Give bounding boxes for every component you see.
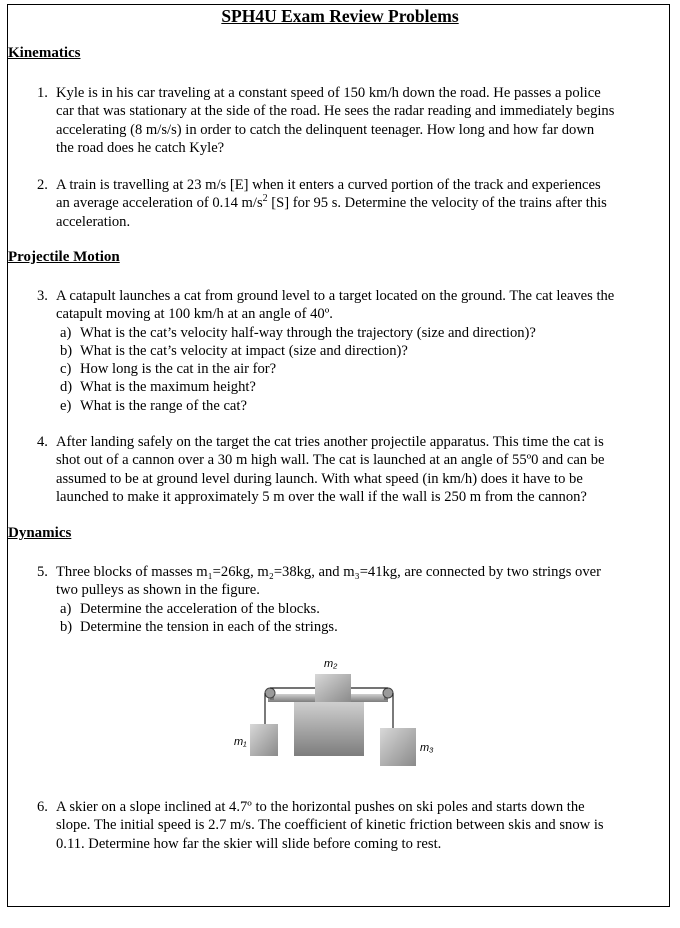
q2-line bbox=[56, 194, 668, 212]
q5-part-a: a) Determine the acceleration of the blocks. bbox=[60, 600, 320, 617]
q5-text bbox=[56, 563, 668, 636]
q4-line: After landing safely on the target the cat tries another projectile apparatus. This time the cat is bbox=[56, 434, 604, 450]
q5-part-b: b) Determine the tension in each of the strings. bbox=[60, 618, 338, 635]
q5-line: two pulleys as shown in the figure. bbox=[56, 582, 260, 599]
q2-number: 2. bbox=[37, 177, 48, 193]
q2-text bbox=[56, 176, 668, 231]
section-dynamics: Dynamics bbox=[8, 525, 72, 541]
q3-part-b: b) What is the cat’s velocity at impact (size and direction)? bbox=[60, 342, 408, 359]
q3-line: A catapult launches a cat from ground level to a target located on the ground. The cat leaves the bbox=[56, 288, 615, 304]
q1-line: Kyle is in his car traveling at a constant speed of 150 km/h down the road. He passes a police bbox=[56, 85, 601, 101]
q3-line: catapult moving at 100 km/h at an angle of 40º. bbox=[56, 306, 333, 323]
q4-line: assumed to be at ground level during launch. With what speed (in km/h) does it have to be bbox=[56, 470, 583, 487]
q6-number: 6. bbox=[37, 799, 48, 815]
q3-part-c: c) How long is the cat in the air for? bbox=[60, 361, 277, 378]
block-m1 bbox=[250, 724, 278, 756]
q4-number: 4. bbox=[37, 434, 48, 450]
left-pulley bbox=[265, 688, 275, 698]
q1-number: 1. bbox=[37, 85, 48, 101]
q5-number: 5. bbox=[37, 564, 48, 580]
q2-line: acceleration. bbox=[56, 213, 131, 230]
label-m2: m₂ bbox=[324, 658, 338, 670]
q3-part-d: d) What is the maximum height? bbox=[60, 379, 256, 396]
table-base bbox=[294, 702, 364, 756]
section-projectile-motion: Projectile Motion bbox=[8, 249, 120, 265]
q1-line: car that was stationary at the side of the road. He sees the radar reading and immediately begins bbox=[56, 103, 615, 120]
q6-line: A skier on a slope inclined at 4.7º to the horizontal pushes on ski poles and starts down the bbox=[56, 799, 585, 815]
label-m3: m₃ bbox=[420, 742, 434, 754]
q3-text bbox=[56, 287, 668, 415]
q1-line: the road does he catch Kyle? bbox=[56, 139, 225, 156]
q2-line: A train is travelling at 23 m/s [E] when it enters a curved portion of the track and experiences bbox=[56, 177, 601, 193]
q4-text bbox=[56, 433, 668, 506]
label-m1: m₁ bbox=[234, 736, 247, 748]
right-pulley bbox=[383, 688, 393, 698]
q2-line-part: an average acceleration of 0.14 m/s bbox=[56, 195, 263, 212]
page-title: SPH4U Exam Review Problems bbox=[221, 6, 459, 26]
block-m3 bbox=[380, 728, 416, 766]
q6-line: slope. The initial speed is 2.7 m/s. The coefficient of kinetic friction between skis and snow is bbox=[56, 817, 604, 834]
q3-part-a: a) What is the cat’s velocity half-way through the trajectory (size and direction)? bbox=[60, 324, 536, 341]
section-kinematics: Kinematics bbox=[8, 45, 81, 61]
q2-line-part: [S] for 95 s. Determine the velocity of the trains after this bbox=[267, 195, 607, 212]
q4-line: launched to make it approximately 5 m over the wall if the wall is 250 m from the cannon? bbox=[56, 488, 587, 505]
q6-text bbox=[56, 798, 668, 853]
q4-line: shot out of a cannon over a 30 m high wall. The cat is launched at an angle of 55º0 and can be bbox=[56, 452, 605, 469]
q1-text bbox=[56, 84, 668, 157]
q1-line: accelerating (8 m/s/s) in order to catch the delinquent teenager. How long and how far down bbox=[56, 121, 595, 138]
block-m2 bbox=[315, 674, 351, 702]
q3-number: 3. bbox=[37, 288, 48, 304]
q6-line: 0.11. Determine how far the skier will slide before coming to rest. bbox=[56, 835, 442, 852]
q2-exponent: 2 bbox=[262, 193, 268, 205]
pulley-diagram bbox=[220, 656, 450, 776]
q3-part-e: e) What is the range of the cat? bbox=[60, 397, 247, 414]
q5-line: Three blocks of masses m₁=26kg, m₂=38kg, and m₃=41kg, are connected by two strings over bbox=[56, 564, 601, 580]
pulley-figure bbox=[220, 656, 450, 776]
